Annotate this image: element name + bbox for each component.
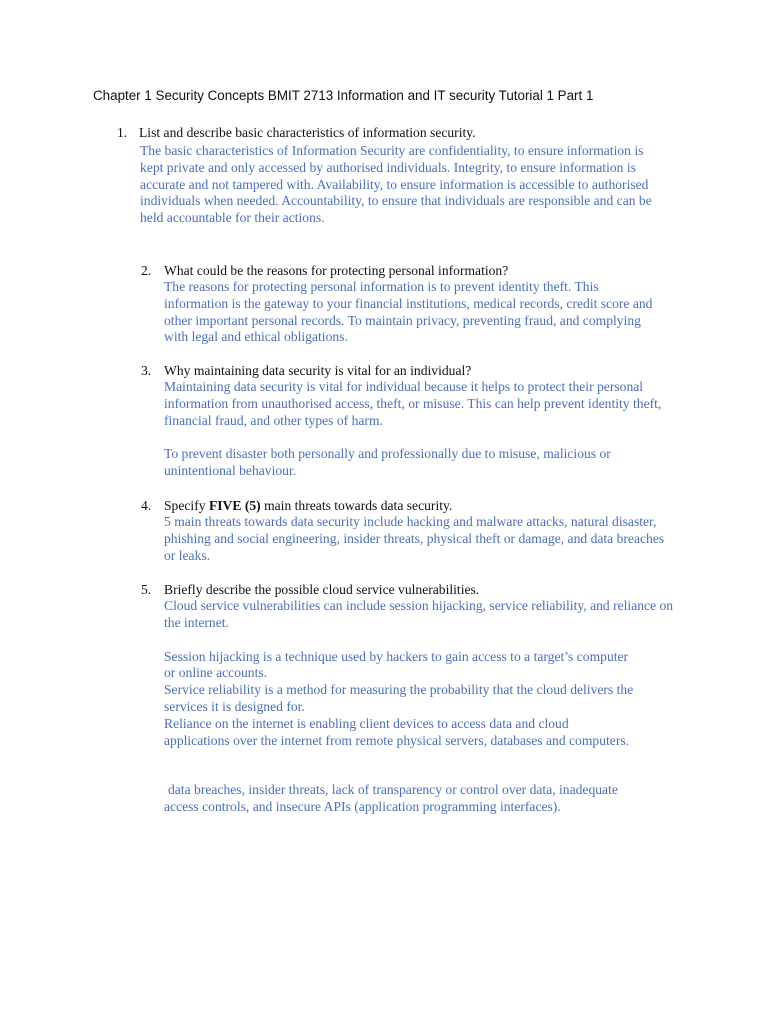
question-text: List and describe basic characteristics of information security. xyxy=(139,125,476,140)
question-number: 3. xyxy=(141,363,152,378)
answer-3 xyxy=(164,379,674,480)
document-title: Chapter 1 Security Concepts BMIT 2713 Information and IT security Tutorial 1 Part 1 xyxy=(93,88,594,103)
question-text: Why maintaining data security is vital for an individual? xyxy=(164,363,472,378)
question-number: 2. xyxy=(141,263,152,278)
answer-1 xyxy=(140,143,670,227)
answer-5-extra xyxy=(164,782,634,816)
question-text-post: main threats towards data security. xyxy=(260,498,453,513)
answer-paragraph: Cloud service vulnerabilities can include session hijacking, service reliability, and reliance on the internet. xyxy=(164,598,674,630)
answer-paragraph: Reliance on the internet is enabling client devices to access data and cloud applications over the internet from remote physical servers, databases and computers. xyxy=(164,715,630,748)
answer-2 xyxy=(164,279,664,346)
answer-paragraph: To prevent disaster both personally and professionally due to misuse, malicious or unintentional behaviour. xyxy=(164,446,611,479)
answer-paragraph: Maintaining data security is vital for individual because it helps to protect their personal information from unauthorised access, theft, or misuse. This can help prevent identity theft, financial fraud, and other types of harm. xyxy=(164,379,662,428)
question-text: Briefly describe the possible cloud service vulnerabilities. xyxy=(164,582,480,597)
question-text-pre: Specify xyxy=(164,498,209,513)
question-number: 1. xyxy=(117,125,128,140)
question-number: 4. xyxy=(141,498,152,513)
answer-paragraph: data breaches, insider threats, lack of transparency or control over data, inadequate access controls, and insecure APIs (application programming interfaces). xyxy=(164,782,618,814)
answer-5 xyxy=(164,598,679,749)
question-text xyxy=(164,497,452,514)
question-text-bold: FIVE (5) xyxy=(208,498,261,513)
question-text: What could be the reasons for protecting personal information? xyxy=(164,263,509,278)
answer-4 xyxy=(164,514,676,564)
answer-paragraph: 5 main threats towards data security include hacking and malware attacks, natural disaster, phishing and social engineering, insider threats, physical theft or damage, and data breaches or leaks. xyxy=(164,514,665,563)
answer-paragraph: The reasons for protecting personal information is to prevent identity theft. This information is the gateway to your financial institutions, medical records, credit score and other important personal records. To maintain privacy, preventing fraud, and complying with legal and ethical obligations. xyxy=(164,279,653,345)
answer-paragraph: Service reliability is a method for measuring the probability that the cloud delivers the services it is designed for. xyxy=(164,682,634,714)
question-number: 5. xyxy=(141,582,152,597)
answer-paragraph: The basic characteristics of Information Security are confidentiality, to ensure information is kept private and only accessed by authorised individuals. Integrity, to ensure information is accurate and not tampered with. Availability, to ensure information is accessible to authorised individuals when needed. Accountability, to ensure that individuals are responsible and can be held accountable for their actions. xyxy=(140,143,652,226)
answer-paragraph: Session hijacking is a technique used by hackers to gain access to a target’s computer or online accounts. xyxy=(164,648,629,681)
